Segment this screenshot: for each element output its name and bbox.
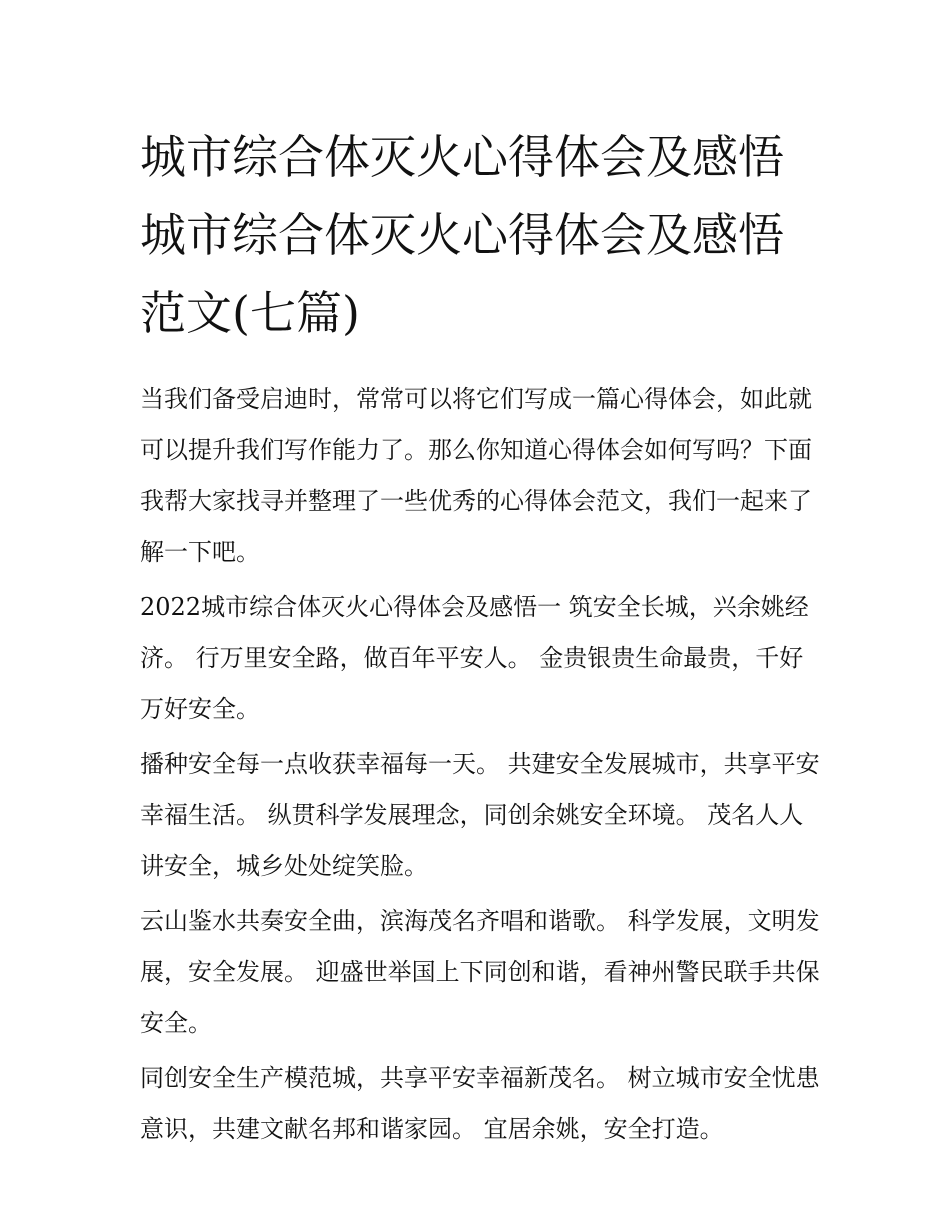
paragraph-4: 同创安全生产模范城，共享平安幸福新茂名。 树立城市安全忧患意识，共建文献名邦和谐家园。 宜居余姚，安全打造。 — [140, 1064, 820, 1143]
document-title: 城市综合体灭火心得体会及感悟 城市综合体灭火心得体会及感悟范文(七篇) — [140, 130, 784, 340]
document-body — [140, 118, 820, 1159]
paragraph-1: 2022城市综合体灭火心得体会及感悟一 筑安全长城，兴余姚经济。 行万里安全路，做百年平安人。 金贵银贵生命最贵，千好万好安全。 — [140, 593, 809, 723]
paragraph-2: 播种安全每一点收获幸福每一天。 共建安全发展城市，共享平安幸福生活。 纵贯科学发展理念，同创余姚安全环境。 茂名人人讲安全，城乡处处绽笑脸。 — [140, 750, 820, 880]
paragraph-3: 云山鉴水共奏安全曲，滨海茂名齐唱和谐歌。 科学发展，文明发展，安全发展。 迎盛世举国上下同创和谐，看神州警民联手共保安全。 — [140, 907, 820, 1037]
paragraph-intro: 当我们备受启迪时，常常可以将它们写成一篇心得体会，如此就可以提升我们写作能力了。那么你知道心得体会如何写吗？下面我帮大家找寻并整理了一些优秀的心得体会范文，我们一起来了解一下吧。 — [140, 385, 812, 566]
